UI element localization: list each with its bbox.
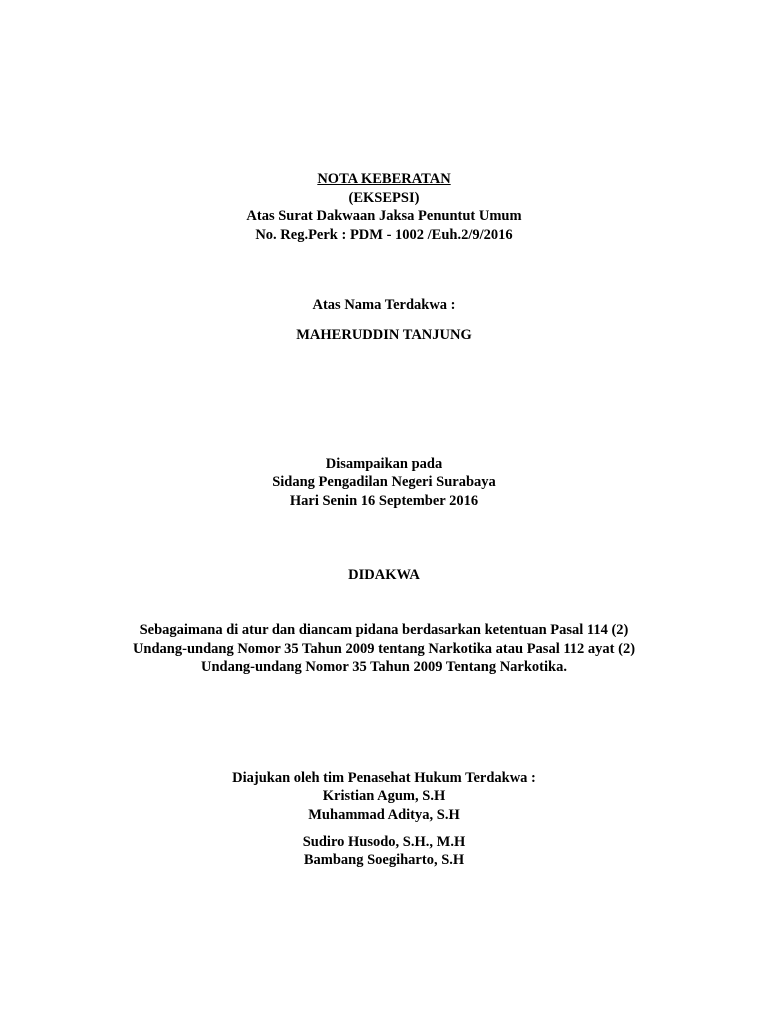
document-subject: Atas Surat Dakwaan Jaksa Penuntut Umum	[246, 208, 522, 224]
submission-line-1: Disampaikan pada	[325, 456, 443, 472]
charge-line-1: Sebagaimana di atur dan diancam pidana berdasarkan ketentuan Pasal 114 (2)	[139, 622, 629, 638]
counsel-member: Kristian Agum, S.H	[322, 788, 446, 804]
charge-line-3: Undang-undang Nomor 35 Tahun 2009 Tentang Narkotika.	[201, 659, 567, 675]
charge-line-2: Undang-undang Nomor 35 Tahun 2009 tentang Narkotika atau Pasal 112 ayat (2)	[132, 641, 636, 657]
charge-heading: DIDAKWA	[348, 567, 420, 583]
defendant-label: Atas Nama Terdakwa :	[312, 297, 456, 313]
submission-line-3: Hari Senin 16 September 2016	[289, 493, 479, 509]
document-subtitle: (EKSEPSI)	[348, 190, 420, 206]
submission-line-2: Sidang Pengadilan Negeri Surabaya	[272, 474, 496, 490]
document-title: NOTA KEBERATAN	[317, 171, 451, 187]
registration-number: No. Reg.Perk : PDM - 1002 /Euh.2/9/2016	[255, 227, 513, 243]
counsel-member: Muhammad Aditya, S.H	[308, 807, 460, 823]
counsel-member: Sudiro Husodo, S.H., M.H	[302, 834, 466, 850]
defendant-name: MAHERUDDIN TANJUNG	[296, 327, 472, 343]
counsel-label: Diajukan oleh tim Penasehat Hukum Terdakwa :	[232, 770, 536, 786]
counsel-member: Bambang Soegiharto, S.H	[303, 852, 465, 868]
